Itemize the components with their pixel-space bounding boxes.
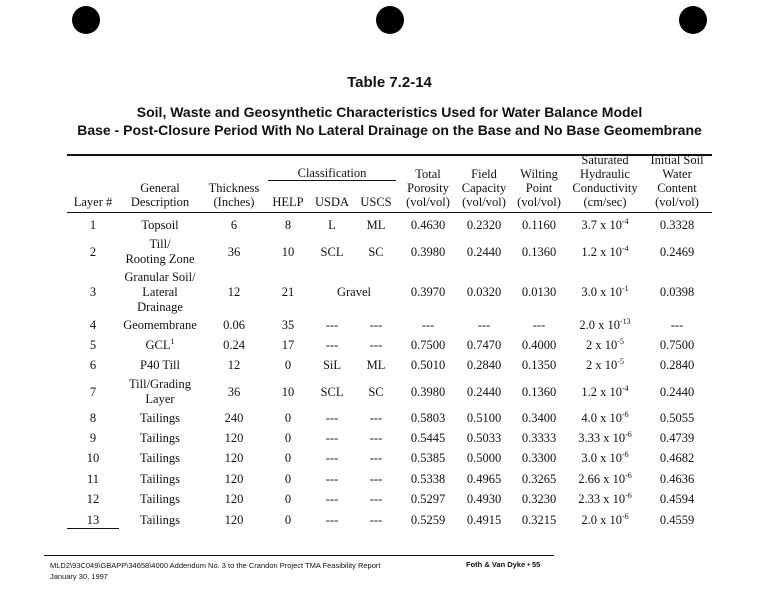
usda-value: ---: [325, 491, 339, 506]
conductivity-value: [565, 492, 645, 507]
help-value: 0: [284, 512, 292, 527]
conductivity-value: [565, 385, 645, 400]
column-header-line: (cm/sec): [583, 195, 627, 209]
total-porosity-value: 0.5385: [410, 450, 446, 465]
thickness-value: 12: [227, 357, 241, 372]
description-text: Till/Grading: [128, 377, 192, 391]
description-line: [110, 492, 210, 507]
column-header-line: Initial Soil: [650, 153, 704, 167]
wilting-point-value: 0.3265: [521, 471, 557, 486]
footer-left: [50, 560, 380, 582]
column-header-line: Point: [525, 181, 553, 195]
conductivity-exponent: -5: [617, 356, 624, 366]
conductivity-value: [565, 513, 645, 528]
conductivity-value: [565, 338, 645, 353]
conductivity-base: 2 x 10: [586, 337, 618, 352]
conductivity-base: 3.0 x 10: [581, 284, 622, 299]
classification-rule: [268, 180, 396, 181]
layer-number: 13: [86, 512, 100, 527]
thickness-value: 12: [227, 284, 241, 299]
usda-value: SCL: [320, 244, 344, 259]
description-line: [110, 300, 210, 315]
wilting-point-value: 0.1360: [521, 384, 557, 399]
description-line: [110, 270, 210, 285]
column-header-line: Conductivity: [572, 181, 638, 195]
layer-description: [110, 431, 210, 446]
conductivity-base: 2.0 x 10: [581, 512, 622, 527]
thickness-value: 6: [230, 217, 238, 232]
conductivity-exponent: -4: [621, 216, 629, 226]
usda-uscs-merged-value: Gravel: [336, 284, 371, 299]
column-header-line: Description: [130, 195, 190, 209]
layer-description: [110, 218, 210, 233]
help-value: 10: [281, 244, 295, 259]
help-value: 10: [281, 384, 295, 399]
thickness-value: 120: [224, 512, 244, 527]
conductivity-value: [565, 411, 645, 426]
description-line: [110, 237, 210, 252]
layer-description: [110, 338, 210, 353]
classification-header: Classification: [297, 166, 367, 180]
description-text: Drainage: [137, 299, 183, 314]
description-text: Tailings: [139, 450, 181, 465]
column-header-saturated-hydraulic-conductivity: [565, 153, 645, 209]
column-header-wilting-point: [511, 167, 567, 209]
conductivity-value: [565, 318, 645, 333]
initial-water-content-value: 0.4739: [659, 430, 695, 445]
total-porosity-value: 0.5803: [410, 410, 446, 425]
description-text: Topsoil: [141, 217, 179, 232]
conductivity-exponent: -6: [621, 409, 629, 419]
conductivity-base: 2 x 10: [586, 357, 618, 372]
total-porosity-value: 0.7500: [410, 337, 446, 352]
wilting-point-value: 0.3215: [521, 512, 557, 527]
conductivity-value: [565, 218, 645, 233]
initial-water-content-value: 0.4682: [659, 450, 695, 465]
total-porosity-value: 0.3980: [410, 244, 446, 259]
initial-water-content-value: 0.4636: [659, 471, 695, 486]
help-value: 0: [284, 410, 292, 425]
column-header-line: Capacity: [461, 181, 507, 195]
total-porosity-value: 0.3980: [410, 384, 446, 399]
table-header-rule: [67, 212, 712, 213]
description-line: [110, 411, 210, 426]
table-title: Table 7.2-14: [347, 74, 432, 91]
help-value: 35: [281, 317, 295, 332]
usda-value: ---: [325, 410, 339, 425]
field-capacity-value: 0.7470: [466, 337, 502, 352]
table-caption: [0, 103, 779, 139]
column-header-line: Layer #: [73, 195, 113, 209]
initial-water-content-value: 0.7500: [659, 337, 695, 352]
initial-water-content-value: 0.4594: [659, 491, 695, 506]
layer-description: [110, 513, 210, 528]
conductivity-base: 2.33 x 10: [578, 491, 626, 506]
conductivity-value: [565, 472, 645, 487]
initial-water-content-value: 0.2469: [659, 244, 695, 259]
conductivity-exponent: -13: [619, 316, 631, 326]
total-porosity-value: 0.5010: [410, 357, 446, 372]
help-value: 0: [284, 450, 292, 465]
uscs-value: ---: [369, 410, 383, 425]
initial-water-content-value: 0.4559: [659, 512, 695, 527]
description-line: [110, 431, 210, 446]
description-text: Tailings: [139, 512, 181, 527]
field-capacity-value: 0.5033: [466, 430, 502, 445]
layer-number: 12: [86, 491, 100, 506]
column-header-line: Total: [415, 167, 441, 181]
field-capacity-value: 0.2840: [466, 357, 502, 372]
usda-value: ---: [325, 512, 339, 527]
wilting-point-value: 0.0130: [521, 284, 557, 299]
thickness-value: 240: [224, 410, 244, 425]
conductivity-exponent: -6: [625, 470, 632, 480]
description-line: [110, 451, 210, 466]
layer-description: [110, 270, 210, 315]
thickness-value: 120: [224, 450, 244, 465]
conductivity-value: [565, 285, 645, 300]
conductivity-base: 3.33 x 10: [578, 430, 626, 445]
wilting-point-value: 0.3300: [521, 450, 557, 465]
description-line: [110, 392, 210, 407]
initial-water-content-value: 0.2440: [659, 384, 695, 399]
column-header-field-capacity: [456, 167, 512, 209]
footer-date: January 30, 1997: [50, 572, 108, 581]
layer-description: [110, 237, 210, 267]
total-porosity-value: 0.4630: [410, 217, 446, 232]
help-value: 17: [281, 337, 295, 352]
footnote-marker: 1: [170, 336, 175, 346]
help-value: 21: [281, 284, 295, 299]
wilting-point-value: 0.3230: [521, 491, 557, 506]
uscs-value: ---: [369, 317, 383, 332]
column-header-total-porosity: [400, 167, 456, 209]
column-header-thickness: [204, 181, 264, 209]
uscs-value: ML: [366, 357, 386, 372]
layer-description: [110, 377, 210, 407]
conductivity-exponent: -4: [621, 383, 629, 393]
conductivity-exponent: -5: [617, 336, 624, 346]
layer-number: 5: [89, 337, 97, 352]
layer-number: 6: [89, 357, 97, 372]
usda-value: SiL: [322, 357, 342, 372]
description-line: [110, 252, 210, 267]
field-capacity-value: ---: [477, 317, 491, 332]
uscs-value: SC: [368, 244, 384, 259]
initial-water-content-value: 0.0398: [659, 284, 695, 299]
column-header-line: Wilting: [520, 167, 558, 181]
layer-description: [110, 492, 210, 507]
field-capacity-value: 0.0320: [466, 284, 502, 299]
description-text: Layer: [145, 392, 175, 406]
conductivity-base: 2.0 x 10: [579, 317, 620, 332]
conductivity-base: 1.2 x 10: [581, 244, 622, 259]
column-header-line: Content: [657, 181, 697, 195]
field-capacity-value: 0.2440: [466, 384, 502, 399]
thickness-value: 36: [227, 244, 241, 259]
column-header-initial-soil-water-content: [640, 153, 714, 209]
column-header-line: HELP: [272, 195, 304, 209]
column-header-line: (vol/vol): [517, 195, 561, 209]
description-text: Geomembrane: [123, 317, 197, 332]
total-porosity-value: 0.3970: [410, 284, 446, 299]
description-text: Granular Soil/: [124, 269, 196, 284]
usda-value: ---: [325, 430, 339, 445]
column-header-line: Water: [662, 167, 692, 181]
uscs-value: ---: [369, 450, 383, 465]
uscs-value: ---: [369, 430, 383, 445]
layer-number: 9: [89, 430, 97, 445]
field-capacity-value: 0.4965: [466, 471, 502, 486]
table-bottom-rule: [67, 528, 119, 529]
uscs-value: SC: [368, 384, 384, 399]
conductivity-base: 3.7 x 10: [581, 217, 622, 232]
thickness-value: 120: [224, 491, 244, 506]
uscs-value: ---: [369, 337, 383, 352]
description-line: [110, 358, 210, 373]
conductivity-base: 1.2 x 10: [581, 384, 622, 399]
initial-water-content-value: 0.3328: [659, 217, 695, 232]
layer-number: 7: [89, 384, 97, 399]
usda-value: L: [328, 217, 336, 232]
description-line: [110, 318, 210, 333]
conductivity-exponent: -4: [621, 243, 629, 253]
column-header-line: Field: [471, 167, 497, 181]
layer-number: 1: [89, 217, 97, 232]
layer-number: 10: [86, 450, 100, 465]
column-header-line: USCS: [360, 195, 392, 209]
conductivity-exponent: -6: [621, 511, 629, 521]
wilting-point-value: 0.3400: [521, 410, 557, 425]
layer-number: 11: [86, 471, 100, 486]
conductivity-base: 3.0 x 10: [581, 450, 622, 465]
uscs-value: ---: [369, 512, 383, 527]
help-value: 0: [284, 357, 292, 372]
column-header-line: (vol/vol): [462, 195, 506, 209]
layer-description: [110, 358, 210, 373]
field-capacity-value: 0.2440: [466, 244, 502, 259]
description-text: Tailings: [139, 430, 181, 445]
help-value: 0: [284, 430, 292, 445]
footer-page-label: Foth & Van Dyke • 55: [466, 560, 541, 569]
thickness-value: 120: [224, 471, 244, 486]
footer-file-path: MLD2\93C049\GBAPP\34658\4000 Addendum No. 3 to the Crandon Project TMA Feasibility Report: [50, 561, 381, 570]
description-text: Tailings: [139, 471, 181, 486]
column-header-general-description: [110, 181, 210, 209]
usda-value: ---: [325, 450, 339, 465]
total-porosity-value: ---: [421, 317, 435, 332]
conductivity-base: 4.0 x 10: [581, 410, 622, 425]
field-capacity-value: 0.5100: [466, 410, 502, 425]
conductivity-value: [565, 431, 645, 446]
column-header-uscs: [354, 195, 398, 209]
layer-description: [110, 318, 210, 333]
wilting-point-value: 0.4000: [521, 337, 557, 352]
usda-value: ---: [325, 471, 339, 486]
description-line: [110, 285, 210, 300]
help-value: 0: [284, 491, 292, 506]
column-header-line: Saturated: [581, 153, 629, 167]
column-header-line: Porosity: [407, 181, 449, 195]
conductivity-value: [565, 451, 645, 466]
layer-description: [110, 451, 210, 466]
description-line: [110, 338, 210, 353]
field-capacity-value: 0.4930: [466, 491, 502, 506]
layer-description: [110, 411, 210, 426]
description-text: Tailings: [139, 410, 181, 425]
layer-number: 8: [89, 410, 97, 425]
usda-value: ---: [325, 317, 339, 332]
field-capacity-value: 0.2320: [466, 217, 502, 232]
uscs-value: ML: [366, 217, 386, 232]
wilting-point-value: 0.1160: [522, 217, 556, 232]
description-text: GCL: [145, 337, 171, 352]
column-header-line: (Inches): [213, 195, 255, 209]
field-capacity-value: 0.4915: [466, 512, 502, 527]
description-line: [110, 218, 210, 233]
thickness-value: 0.06: [223, 317, 245, 332]
thickness-value: 0.24: [223, 337, 245, 352]
uscs-value: ---: [369, 491, 383, 506]
caption-line: Soil, Waste and Geosynthetic Characteristics Used for Water Balance Model: [136, 104, 643, 120]
wilting-point-value: 0.3333: [521, 430, 557, 445]
column-header-line: Hydraulic: [580, 167, 630, 181]
total-porosity-value: 0.5338: [410, 471, 446, 486]
description-text: P40 Till: [140, 357, 180, 372]
punch-hole-right: [679, 6, 707, 34]
punch-hole-left: [72, 6, 100, 34]
conductivity-exponent: -6: [621, 449, 629, 459]
description-text: Till/: [149, 237, 171, 251]
conductivity-exponent: -6: [625, 490, 632, 500]
help-value: 0: [284, 471, 292, 486]
column-header-usda: [310, 195, 354, 209]
layer-number: 3: [89, 284, 97, 299]
conductivity-base: 2.66 x 10: [578, 471, 626, 486]
total-porosity-value: 0.5445: [410, 430, 446, 445]
layer-number: 2: [89, 244, 97, 259]
column-header-line: General: [140, 181, 180, 195]
uscs-value: ---: [369, 471, 383, 486]
conductivity-exponent: -1: [621, 283, 629, 293]
description-text: Rooting Zone: [125, 252, 195, 266]
conductivity-value: [565, 245, 645, 260]
wilting-point-value: 0.1360: [521, 244, 557, 259]
description-line: [110, 377, 210, 392]
column-header-line: USDA: [314, 195, 350, 209]
help-value: 8: [284, 217, 292, 232]
conductivity-exponent: -6: [625, 429, 632, 439]
total-porosity-value: 0.5259: [410, 512, 446, 527]
caption-line: Base - Post-Closure Period With No Lateral Drainage on the Base and No Base Geomembrane: [77, 122, 702, 138]
description-line: [110, 513, 210, 528]
layer-number: 4: [89, 317, 97, 332]
description-text: Tailings: [139, 491, 181, 506]
wilting-point-value: ---: [532, 317, 546, 332]
usda-value: SCL: [320, 384, 344, 399]
column-header-help: [266, 195, 310, 209]
field-capacity-value: 0.5000: [466, 450, 502, 465]
punch-hole-center: [376, 6, 404, 34]
conductivity-value: [565, 358, 645, 373]
thickness-value: 36: [227, 384, 241, 399]
initial-water-content-value: ---: [670, 317, 684, 332]
usda-value: ---: [325, 337, 339, 352]
total-porosity-value: 0.5297: [410, 491, 446, 506]
thickness-value: 120: [224, 430, 244, 445]
description-text: Lateral: [142, 284, 178, 299]
initial-water-content-value: 0.5055: [659, 410, 695, 425]
wilting-point-value: 0.1350: [521, 357, 557, 372]
column-header-line: (vol/vol): [655, 195, 699, 209]
column-header-line: (vol/vol): [406, 195, 450, 209]
column-header-line: Thickness: [208, 181, 260, 195]
footer-rule: [44, 555, 554, 556]
description-line: [110, 472, 210, 487]
initial-water-content-value: 0.2840: [659, 357, 695, 372]
layer-description: [110, 472, 210, 487]
